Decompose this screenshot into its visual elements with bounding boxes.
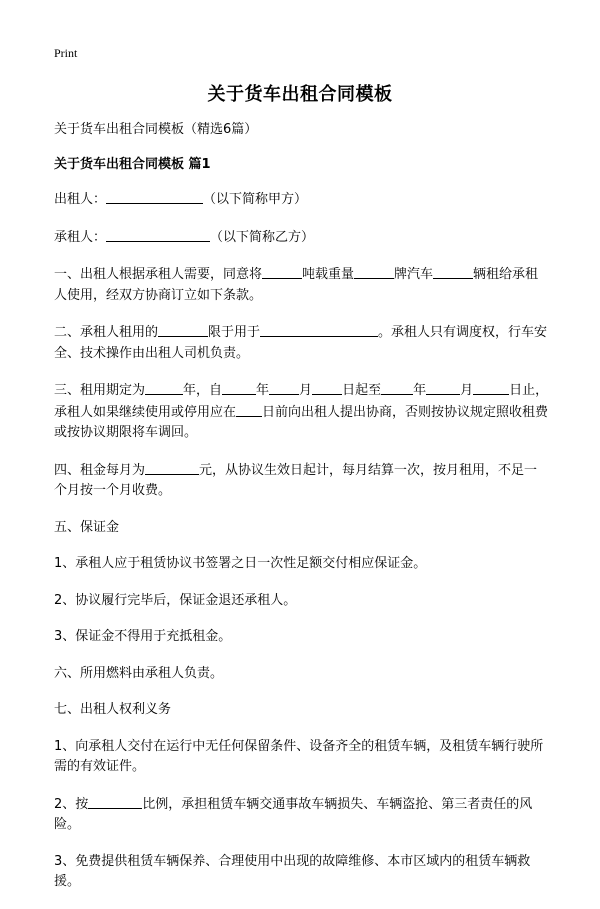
section-6-heading: 六、所用燃料由承租人负责。 — [54, 665, 224, 681]
section-heading: 关于货车出租合同模板 篇1 — [54, 156, 211, 172]
clause-text: 三、租用期定为 — [54, 383, 146, 398]
document-subtitle: 关于货车出租合同模板（精选6篇） — [54, 122, 258, 137]
section-7-heading: 七、出租人权利义务 — [54, 702, 172, 717]
document-body — [54, 120, 550, 909]
clause-text: 月 — [299, 383, 313, 398]
blank-field — [236, 402, 262, 417]
blank-field — [260, 322, 378, 337]
clause-text: 辆租给承租人使用，经双方协商订立如下条款。 — [54, 267, 539, 303]
clause-text: 比例，承担租赁车辆交通事故车辆损失、车辆盗抢、第三者责任的风险。 — [54, 796, 533, 832]
lessor-line — [54, 189, 550, 211]
clause-text: 牌汽车 — [394, 267, 434, 282]
clause-text: 。承租人只有调度权，行车安全、技术操作由出租人司机负责。 — [54, 325, 548, 361]
list-item: 1、向承租人交付在运行中无任何保留条件、设备齐全的租赁车辆，及租赁车辆行驶所需的有效证件。 — [54, 738, 544, 774]
blank-field — [473, 380, 509, 395]
clause-text: 2、按 — [54, 796, 89, 812]
lessee-label: 承租人： — [54, 229, 107, 245]
clause-text: 日止，承租人如果继续使用或停用应在 — [54, 383, 549, 420]
clause-text: 四、租金每月为 — [54, 462, 146, 478]
blank-field — [381, 380, 413, 395]
clause-1 — [54, 264, 550, 306]
clause-text: 年 — [256, 383, 270, 398]
blank-field — [269, 380, 299, 395]
list-item: 3、免费提供租赁车辆保养、合理使用中出现的故障维修、本市区域内的租赁车辆救援。 — [54, 853, 531, 889]
clause-text: 二、承租人租用的 — [54, 325, 159, 340]
clause-text: 年，自 — [183, 383, 223, 398]
clause-3 — [54, 380, 550, 444]
list-item: 1、承租人应于租赁协议书签署之日一次性足额交付相应保证金。 — [54, 556, 427, 571]
clause-2 — [54, 322, 550, 364]
blank-field — [433, 264, 473, 279]
clause-text: 吨载重量 — [302, 267, 355, 282]
clause-4 — [54, 460, 550, 502]
blank-field — [145, 380, 183, 395]
lessor-label: 出租人： — [54, 192, 107, 207]
clause-text: 月 — [460, 383, 474, 398]
list-item — [54, 794, 550, 836]
lessee-blank — [106, 227, 210, 242]
clause-text: 限于用于 — [208, 325, 261, 340]
section-5-heading: 五、保证金 — [54, 519, 120, 535]
clause-text: 日起至 — [342, 383, 382, 398]
clause-text: 元，从协议生效日起计，每月结算一次，按月租用，不足一个月按一个月收费。 — [54, 462, 538, 498]
lessee-note: （以下简称乙方） — [210, 229, 315, 245]
lessor-blank — [106, 189, 203, 204]
blank-field — [88, 794, 142, 809]
print-link[interactable]: Print — [54, 46, 78, 60]
blank-field — [426, 380, 460, 395]
clause-text: 年 — [413, 383, 427, 398]
blank-field — [158, 322, 208, 337]
blank-field — [354, 264, 394, 279]
clause-text: 日前向出租人提出协商，否则按协议规定照收租费或按协议期限将车调回。 — [54, 404, 549, 440]
blank-field — [222, 380, 256, 395]
document-title: 关于货车出租合同模板 — [207, 84, 393, 105]
list-item: 2、协议履行完毕后，保证金退还承租人。 — [54, 592, 297, 608]
list-item: 3、保证金不得用于充抵租金。 — [54, 629, 232, 644]
clause-text: 一、出租人根据承租人需要，同意将 — [54, 267, 263, 282]
blank-field — [312, 380, 342, 395]
blank-field — [262, 264, 302, 279]
blank-field — [145, 460, 199, 475]
lessor-note: （以下简称甲方） — [203, 192, 308, 207]
lessee-line — [54, 227, 550, 249]
